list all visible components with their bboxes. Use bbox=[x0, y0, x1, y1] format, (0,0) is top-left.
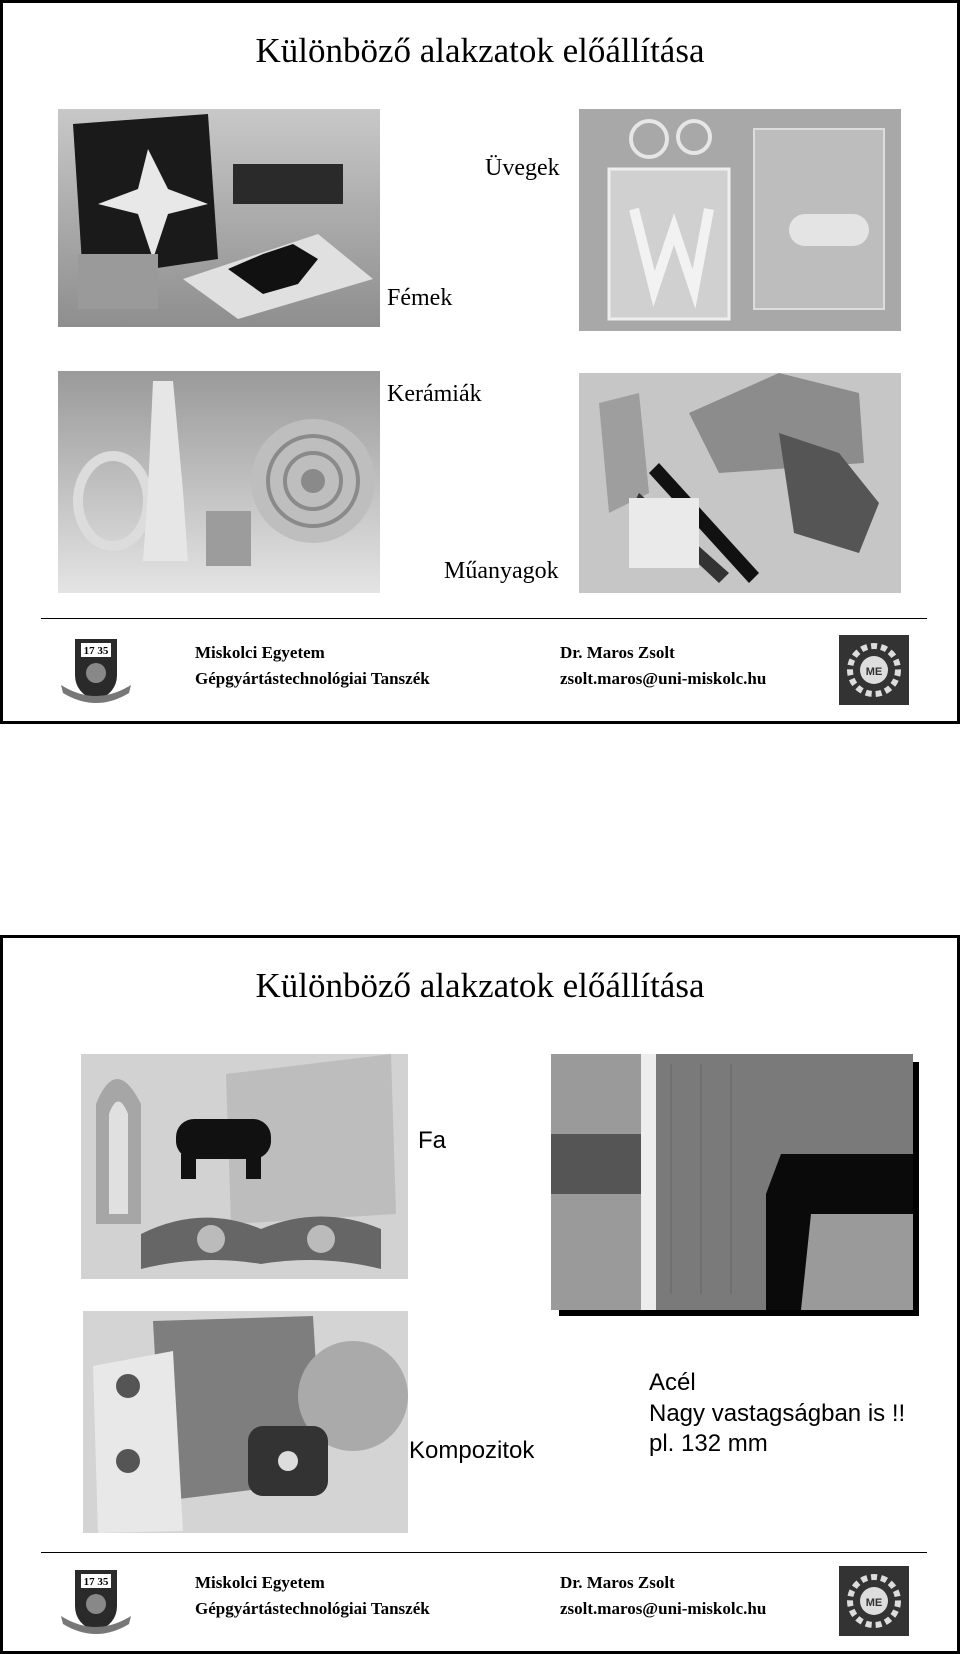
footer-email: zsolt.maros@uni-miskolc.hu bbox=[560, 669, 767, 688]
slide-title: Különböző alakzatok előállítása bbox=[255, 966, 705, 1005]
steel-label-line1: Acél bbox=[649, 1369, 696, 1396]
footer-university: Miskolci Egyetem bbox=[195, 1573, 325, 1592]
wood-label: Fa bbox=[418, 1127, 447, 1154]
footer-rule bbox=[41, 1552, 927, 1553]
ceramics-label: Kerámiák bbox=[387, 381, 482, 407]
wood-photo bbox=[81, 1054, 408, 1279]
plastics-photo bbox=[579, 373, 901, 593]
metals-photo bbox=[58, 109, 380, 327]
slide-2 bbox=[0, 935, 960, 1654]
plastics-label: Műanyagok bbox=[444, 558, 559, 584]
seal-years-text: 17 35 bbox=[83, 1576, 109, 1588]
footer-university: Miskolci Egyetem bbox=[195, 643, 325, 662]
ceramics-photo bbox=[58, 371, 380, 593]
steel-label-line2: Nagy vastagságban is !! bbox=[649, 1400, 906, 1427]
department-badge-logo bbox=[839, 1566, 909, 1636]
badge-text: ME bbox=[865, 666, 883, 678]
seal-years-text: 17 35 bbox=[83, 645, 109, 657]
university-seal-logo bbox=[59, 1566, 133, 1636]
composites-photo bbox=[83, 1311, 408, 1533]
footer-author: Dr. Maros Zsolt bbox=[560, 1573, 675, 1592]
footer-department: Gépgyártástechnológiai Tanszék bbox=[195, 1599, 430, 1618]
metals-label: Fémek bbox=[387, 285, 453, 311]
slide-title: Különböző alakzatok előállítása bbox=[255, 31, 705, 70]
university-seal-logo bbox=[59, 635, 133, 705]
steel-label-line3: pl. 132 mm bbox=[649, 1430, 768, 1457]
glass-photo bbox=[579, 109, 901, 331]
footer-department: Gépgyártástechnológiai Tanszék bbox=[195, 669, 430, 688]
footer-email: zsolt.maros@uni-miskolc.hu bbox=[560, 1599, 767, 1618]
badge-text: ME bbox=[865, 1597, 883, 1609]
steel-photo bbox=[551, 1054, 913, 1310]
footer-author: Dr. Maros Zsolt bbox=[560, 643, 675, 662]
footer-rule bbox=[41, 618, 927, 619]
slide-1 bbox=[0, 0, 960, 724]
composites-label: Kompozitok bbox=[409, 1437, 535, 1464]
glass-label: Üvegek bbox=[485, 155, 560, 181]
department-badge-logo bbox=[839, 635, 909, 705]
